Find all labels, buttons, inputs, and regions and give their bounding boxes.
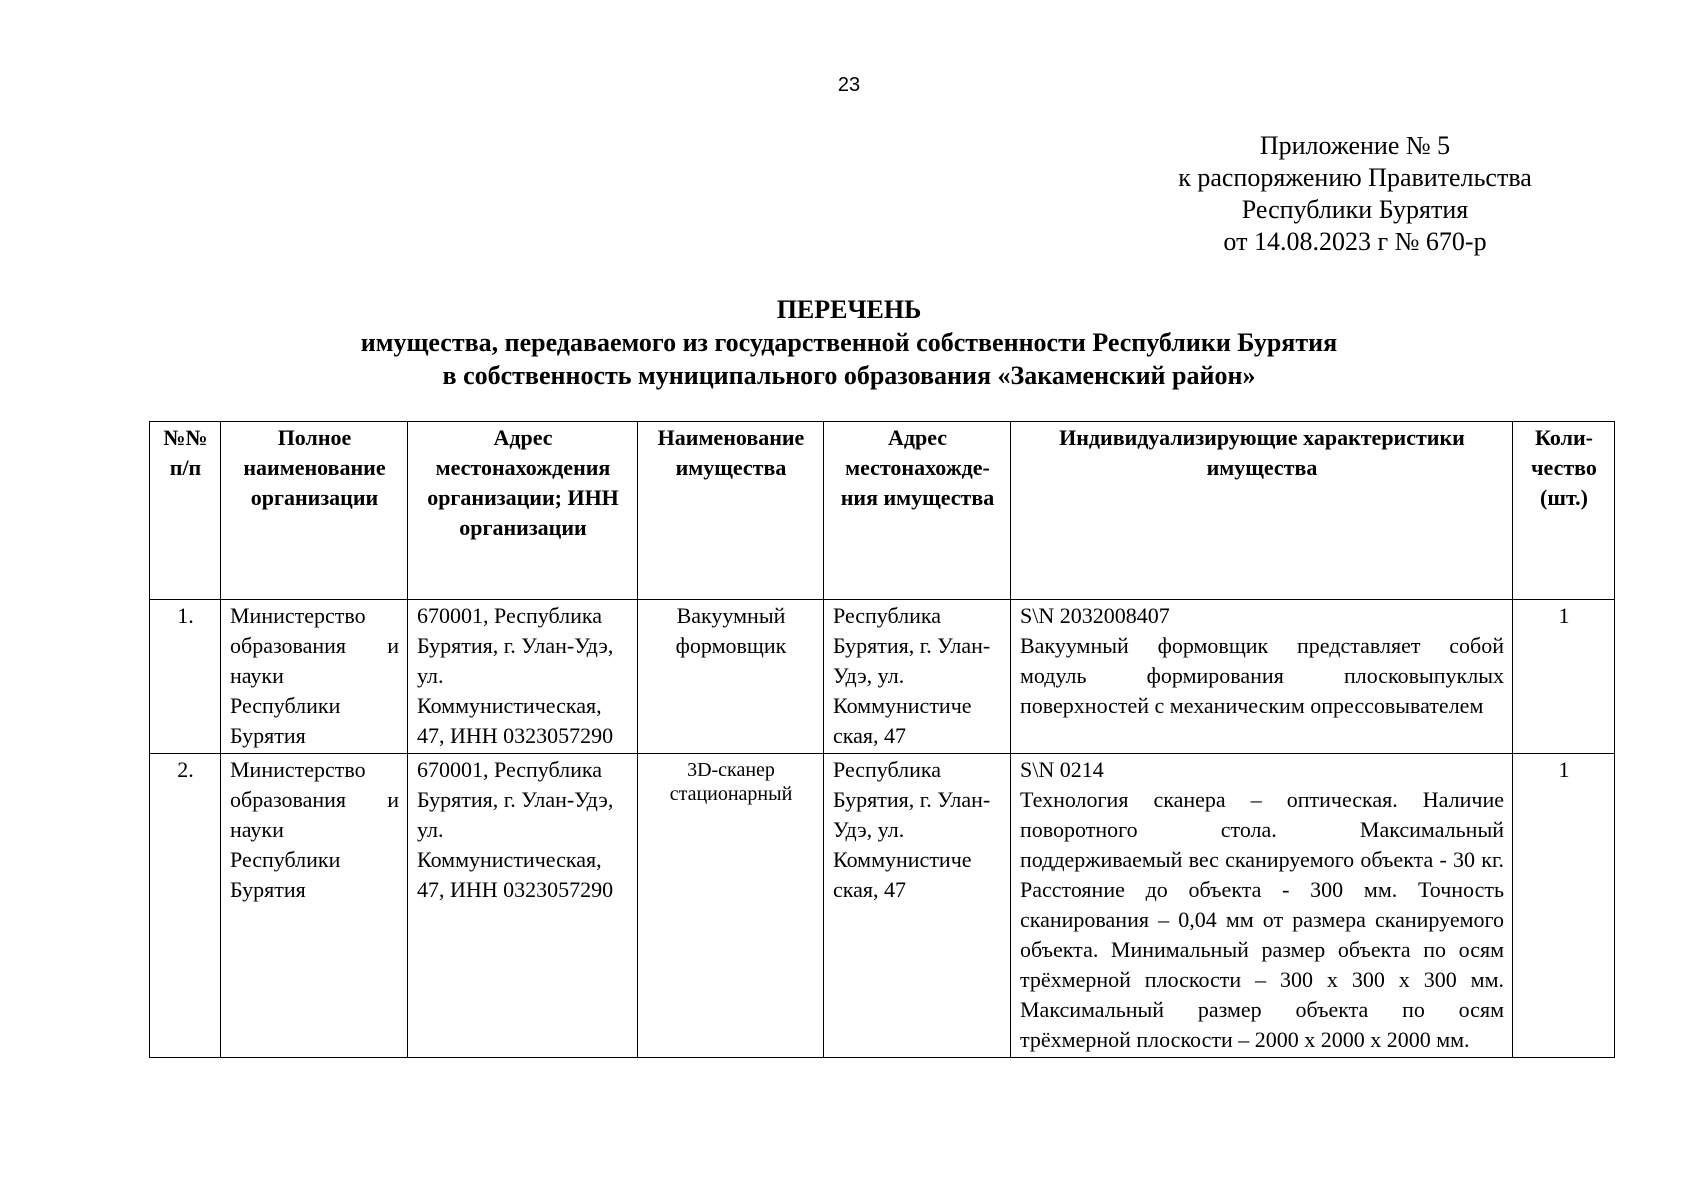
row-property-address: Республика Бурятия, г. Улан-Удэ, ул. Коммунистиче ская, 47	[824, 754, 1011, 1058]
row-serial-number: S\N 0214	[1020, 757, 1104, 782]
title-subheading-1: имущества, передаваемого из государственной собственности Республики Бурятия	[360, 328, 1338, 357]
row-characteristics	[1011, 754, 1513, 1058]
page-number: 23	[837, 74, 861, 96]
header-organization: Полное наименование организации	[221, 422, 408, 600]
appendix-decree: к распоряжению Правительства	[1178, 163, 1532, 192]
row-organization: Министерство образования и науки Республики Бурятия	[221, 754, 408, 1058]
header-quantity: Коли-чество (шт.)	[1513, 422, 1615, 600]
row-property-name: 3D-сканер стационарный	[638, 754, 824, 1058]
header-property-name: Наименование имущества	[638, 422, 824, 600]
appendix-date: от 14.08.2023 г № 670-р	[1223, 227, 1487, 256]
document-title	[0, 293, 1698, 392]
row-number: 2.	[150, 754, 221, 1058]
header-property-address: Адрес местонахожде-ния имущества	[824, 422, 1011, 600]
title-heading: ПЕРЕЧЕНЬ	[776, 295, 922, 324]
row-property-address: Республика Бурятия, г. Улан-Удэ, ул. Коммунистиче ская, 47	[824, 600, 1011, 754]
row-characteristics	[1011, 600, 1513, 754]
row-organization-address: 670001, Республика Бурятия, г. Улан-Удэ, ул. Коммунистическая, 47, ИНН 0323057290	[408, 600, 638, 754]
row-quantity: 1	[1513, 754, 1615, 1058]
table-row	[150, 600, 1615, 754]
header-organization-address: Адрес местонахождения организации; ИНН организации	[408, 422, 638, 600]
row-quantity: 1	[1513, 600, 1615, 754]
appendix-reference	[1130, 130, 1580, 258]
property-table	[149, 421, 1615, 1058]
header-characteristics: Индивидуализирующие характеристики имущества	[1011, 422, 1513, 600]
header-number: №№ п/п	[150, 422, 221, 600]
table-row	[150, 754, 1615, 1058]
appendix-government: Республики Бурятия	[1241, 195, 1469, 224]
row-description: Технология сканера – оптическая. Наличие поворотного стола. Максимальный поддерживаемый вес сканируемого объекта - 30 кг. Расстояние до объекта - 300 мм. Точность сканирования – 0,04 мм от размера сканируемого объекта. Минимальный размер объекта по осям трёхмерной плоскости – 300 х 300 х 300 мм. Максимальный размер объекта по осям трёхмерной плоскости – 2000 х 2000 х 2000 мм.	[1020, 787, 1504, 1052]
row-description: Вакуумный формовщик представляет собой модуль формирования плосковыпуклых поверхностей с механическим опрессовывателем	[1020, 633, 1504, 718]
row-organization-address: 670001, Республика Бурятия, г. Улан-Удэ, ул. Коммунистическая, 47, ИНН 0323057290	[408, 754, 638, 1058]
title-subheading-2: в собственность муниципального образования «Закаменский район»	[442, 361, 1256, 390]
row-serial-number: S\N 2032008407	[1020, 603, 1170, 628]
table-header-row	[150, 422, 1615, 600]
appendix-number: Приложение № 5	[1259, 131, 1451, 160]
row-organization: Министерство образования и науки Республики Бурятия	[221, 600, 408, 754]
row-property-name: Вакуумный формовщик	[638, 600, 824, 754]
row-number: 1.	[150, 600, 221, 754]
